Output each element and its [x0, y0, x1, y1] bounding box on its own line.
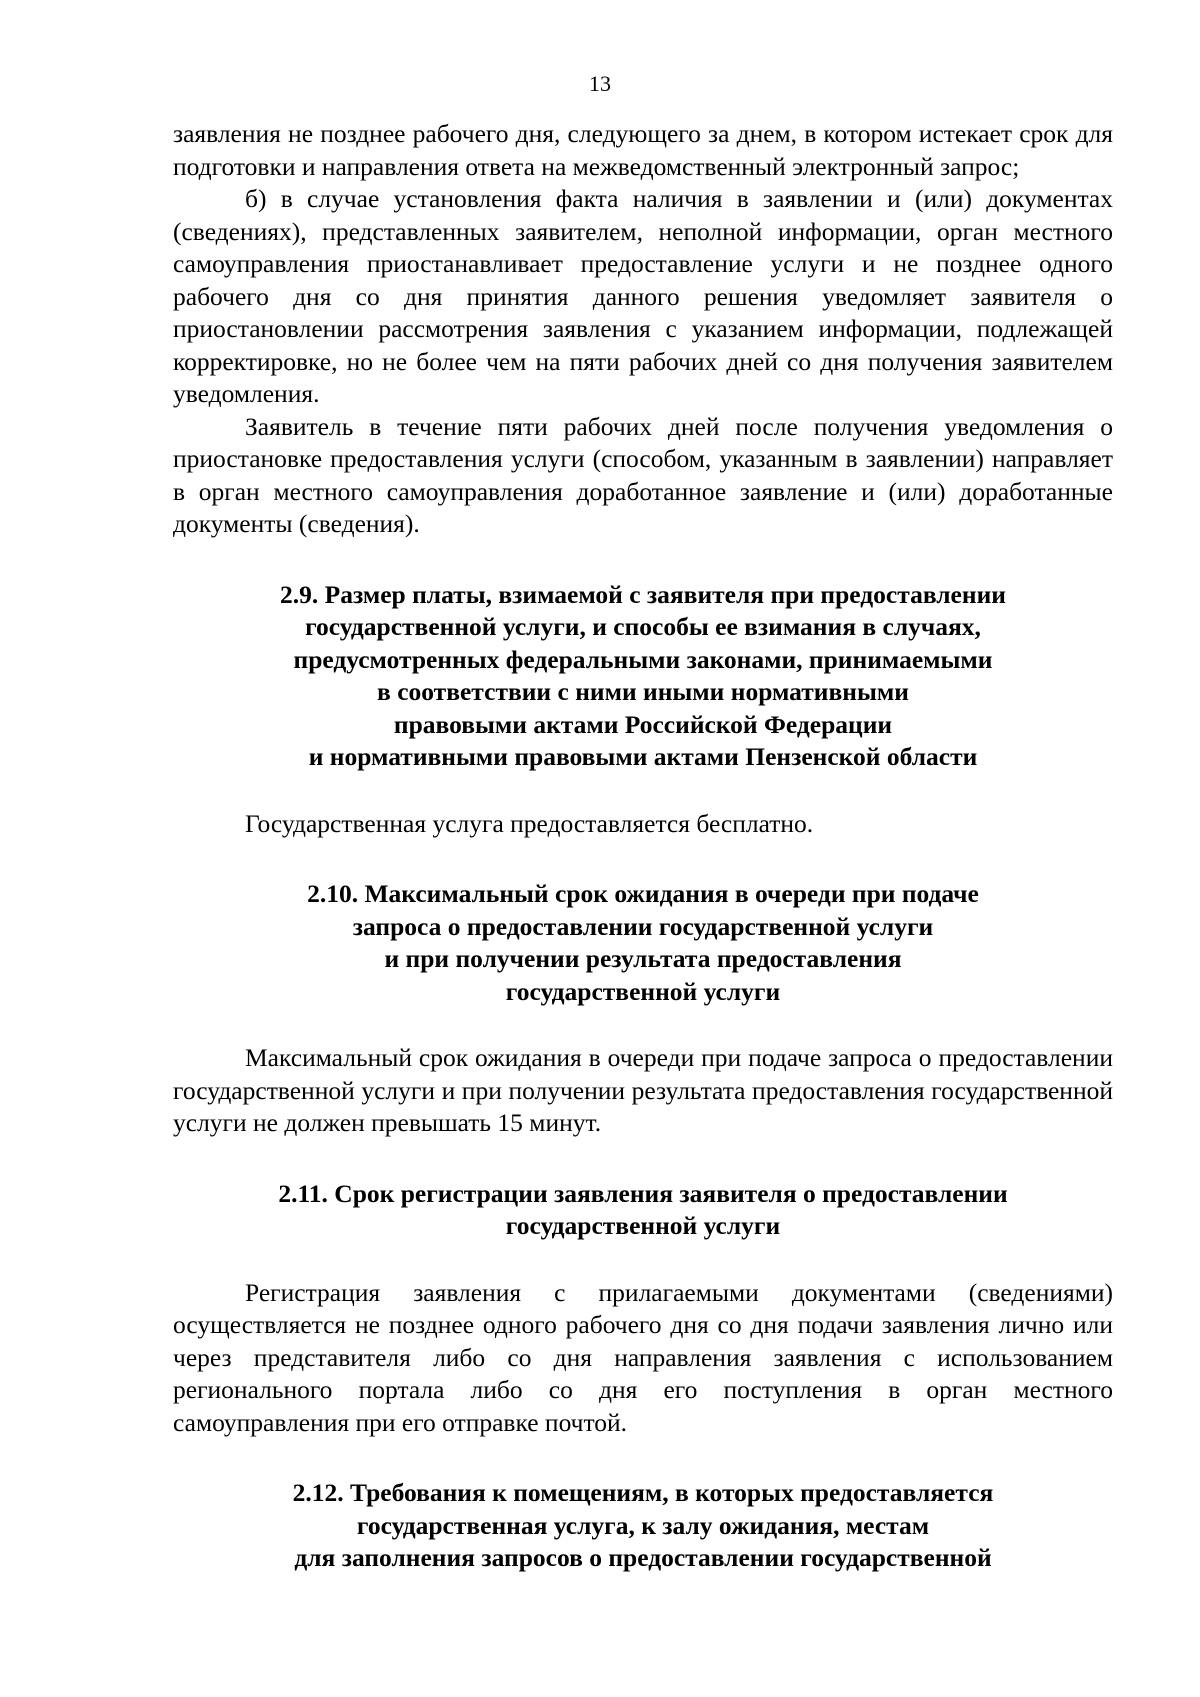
heading-line: в соответствии с ними иными нормативными [377, 677, 909, 706]
heading-line: запроса о предоставлении государственной услуги [352, 911, 934, 941]
heading-2-10 [173, 878, 1113, 1008]
heading-line: государственной услуги, и способы ее взимания в случаях, [305, 612, 981, 641]
heading-2-9 [173, 579, 1113, 774]
paragraph-registration: Регистрация заявления с прилагаемыми документами (сведениями) осуществляется не позднее одного рабочего дня со дня подачи заявления лично или через представителя либо со дня направления заявления с использованием регионального портала либо со дня его поступления в орган местного самоуправления при его отправке почтой. [173, 1277, 1113, 1437]
heading-line: государственная услуга, к залу ожидания, местам [356, 1510, 930, 1540]
page-content [173, 118, 1113, 1575]
heading-line: для заполнения запросов о предоставлении государственной [294, 1543, 992, 1572]
heading-line: государственной услуги [505, 976, 781, 1006]
heading-line: предусмотренных федеральными законами, принимаемыми [293, 644, 993, 674]
paragraph-applicant-rework: Заявитель в течение пяти рабочих дней после получения уведомления о приостановке предоставления услуги (способом, указанным в заявлении) направляет в орган местного самоуправления доработанное заявление и (или) доработанные документы (сведения). [173, 411, 1113, 538]
paragraph-free-service: Государственная услуга предоставляется бесплатно. [245, 808, 814, 838]
heading-line: 2.10. Максимальный срок ожидания в очереди при подаче [307, 879, 979, 908]
heading-line: 2.12. Требования к помещениям, в которых предоставляется [292, 1478, 994, 1507]
page-number: 13 [589, 71, 611, 96]
heading-line: и нормативными правовыми актами Пензенской области [308, 742, 978, 771]
heading-line: государственной услуги [505, 1211, 781, 1240]
heading-line: правовыми актами Российской Федерации [393, 709, 893, 739]
heading-line: 2.11. Срок регистрации заявления заявителя о предоставлении [278, 1178, 1008, 1208]
heading-line: 2.9. Размер платы, взимаемой с заявителя при предоставлении [280, 579, 1006, 609]
paragraph-suspension: б) в случае установления факта наличия в заявлении и (или) документах (сведениях), представленных заявителем, неполной информации, орган местного самоуправления приостанавливает предоставление услуги и не позднее одного рабочего дня со дня принятия данного решения уведомляет заявителя о приостановлении рассмотрения заявления с указанием информации, подлежащей корректировке, но не более чем на пяти рабочих дней со дня получения заявителем уведомления. [173, 184, 1113, 408]
heading-2-11 [173, 1178, 1113, 1243]
paragraph-continuation: заявления не позднее рабочего дня, следующего за днем, в котором истекает срок для подготовки и направления ответа на межведомственный электронный запрос; [173, 119, 1113, 181]
paragraph-waiting-time: Максимальный срок ожидания в очереди при подаче запроса о предоставлении государственной услуги и при получении результата предоставления государственной услуги не должен превышать 15 минут. [173, 1043, 1113, 1137]
heading-line: и при получении результата предоставления [384, 944, 902, 973]
heading-2-12 [173, 1477, 1113, 1575]
